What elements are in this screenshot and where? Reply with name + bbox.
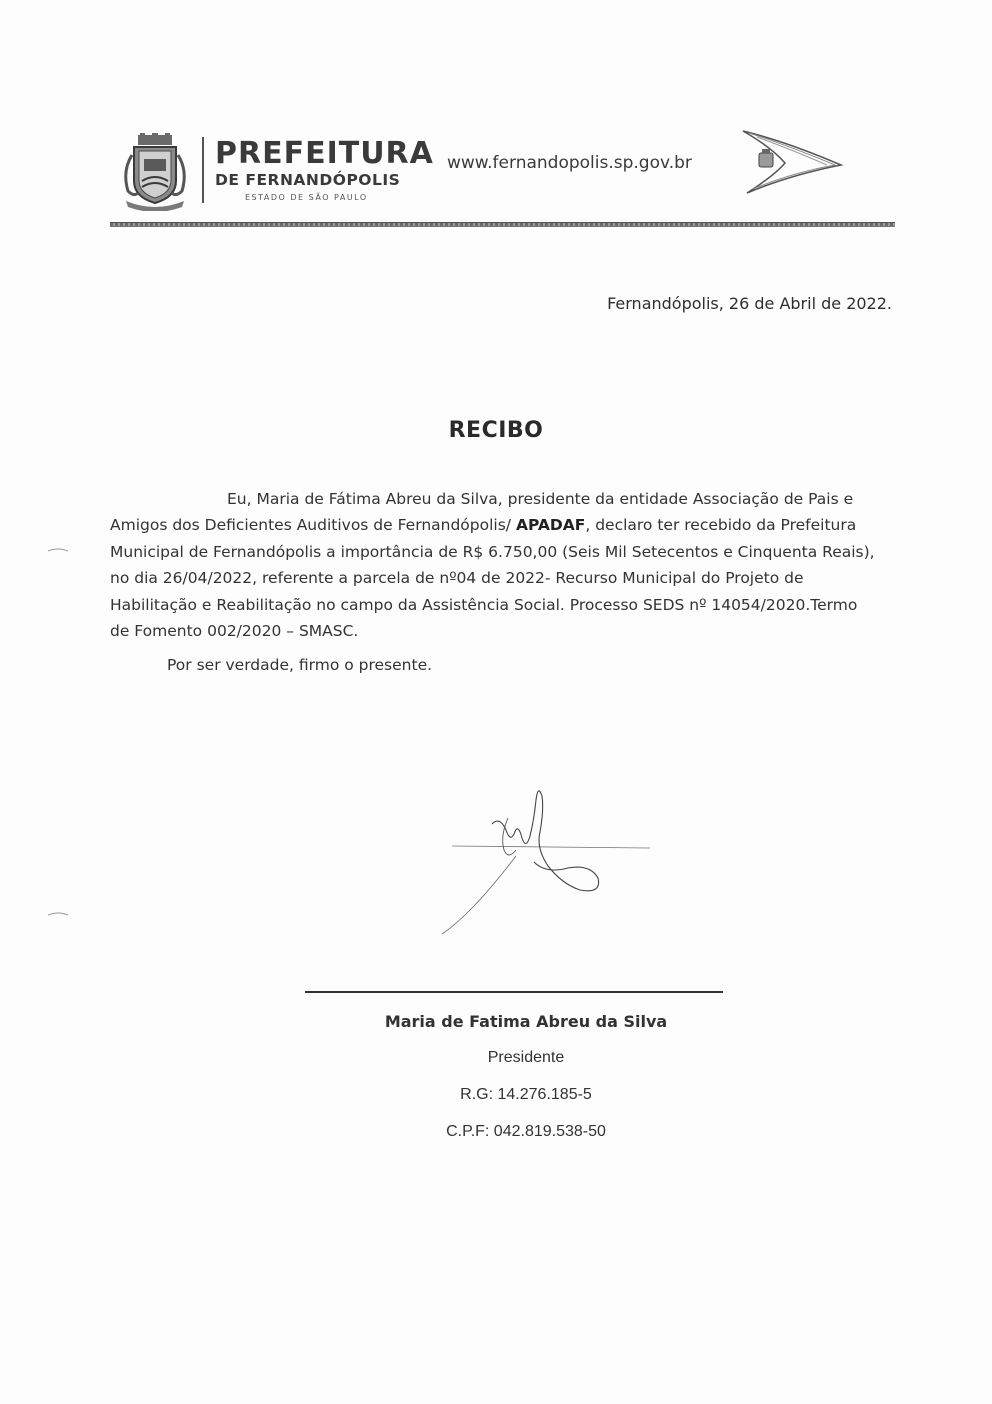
receipt-body [110,486,895,644]
letterhead [110,125,895,225]
body-line [110,512,895,538]
scan-mark [48,548,68,552]
date-line: Fernandópolis, 26 de Abril de 2022. [607,294,892,313]
body-line: Eu, Maria de Fátima Abreu da Silva, presidente da entidade Associação de Pais e [227,490,854,508]
arrow-emblem-icon [735,127,845,197]
org-subtitle: DE FERNANDÓPOLIS [215,171,401,189]
signer-role: Presidente [487,1049,565,1066]
signature-line [305,991,723,993]
body-text: , declaro ter recebido da Prefeitura [585,516,857,535]
signer-rg: R.G: 14.276.185-5 [460,1086,592,1103]
body-line: de Fomento 002/2020 – SMASC. [110,622,359,641]
body-text: Amigos dos Deficientes Auditivos de Fernandópolis/ [110,516,516,535]
handwritten-signature [430,780,670,950]
entity-acronym: APADAF [515,516,586,535]
municipal-crest-icon [120,133,190,211]
signer-cpf: C.P.F: 042.819.538-50 [446,1123,606,1140]
signer-name: Maria de Fatima Abreu da Silva [384,1012,668,1031]
org-state: ESTADO DE SÃO PAULO [245,193,368,202]
closing-statement: Por ser verdade, firmo o presente. [167,656,433,674]
document-title: RECIBO [448,418,544,443]
header-rule [110,222,895,227]
body-line: Habilitação e Reabilitação no campo da Assistência Social. Processo SEDS nº 14054/2020.Termo [110,595,858,614]
body-line: no dia 26/04/2022, referente a parcela de nº04 de 2022- Recurso Municipal do Projeto de [110,569,804,588]
scan-mark [48,912,68,916]
org-name: PREFEITURA [215,136,434,171]
website-text: www.fernandopolis.sp.gov.br [447,153,692,173]
body-line: Municipal de Fernandópolis a importância de R$ 6.750,00 (Seis Mil Setecentos e Cinquenta Reais), [110,542,875,561]
header-divider [202,137,204,203]
